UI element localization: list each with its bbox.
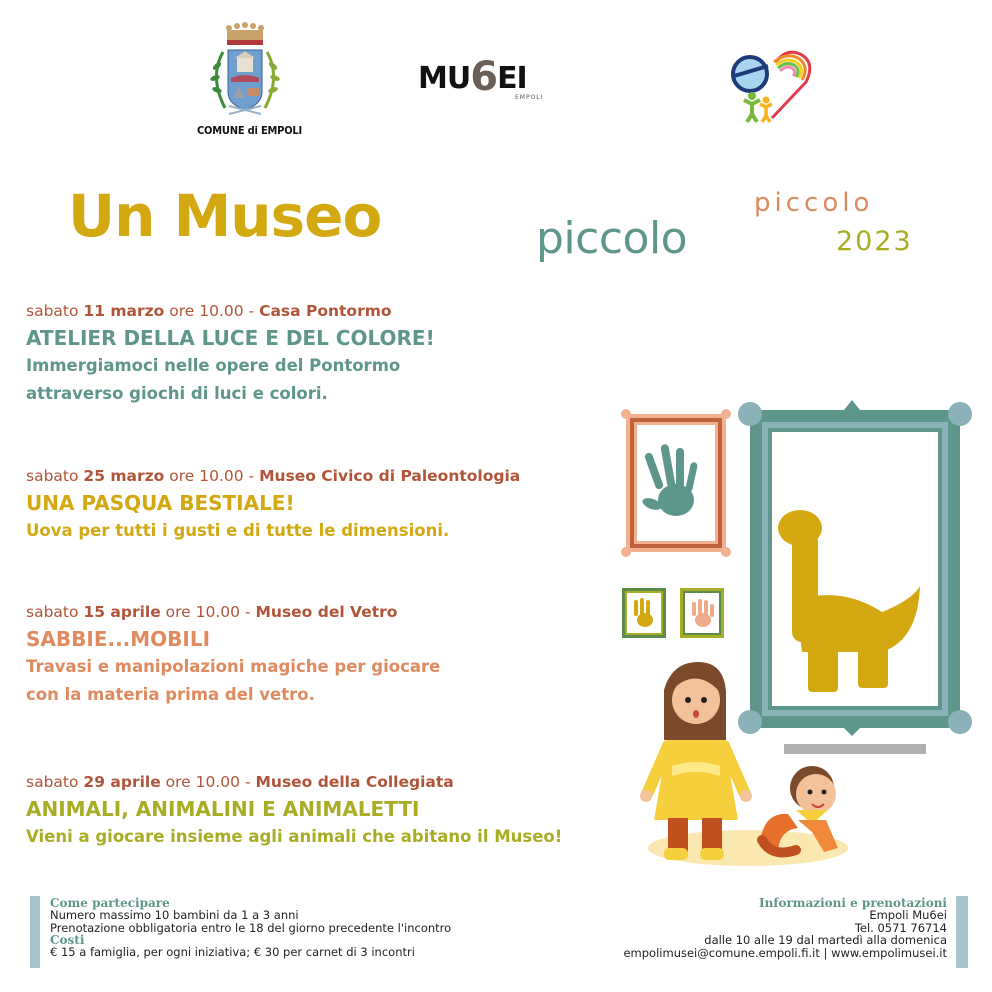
- event-1-dateline: [26, 302, 435, 320]
- footer-line: Empoli Mu6ei: [869, 908, 947, 922]
- title-main: Un Museo: [68, 182, 382, 250]
- footer-line: € 15 a famiglia, per ogni iniziativa; € 30 per carnet di 3 incontri: [50, 945, 415, 959]
- footer-heading-participate: Come partecipare: [50, 896, 170, 910]
- footer-contact-line: [623, 947, 947, 960]
- tiny-frame-1: [622, 588, 666, 638]
- plaque: [784, 744, 926, 754]
- event-3-desc-line-1: Travasi e manipolazioni magiche per giocare: [26, 657, 441, 676]
- event-3: [26, 603, 440, 709]
- event-1-desc-line-1: Immergiamoci nelle opere del Pontormo: [26, 356, 401, 375]
- footer-line: Prenotazione obbligatoria entro le 18 del giorno precedente l'incontro: [50, 920, 452, 935]
- title-piccolo-small: piccolo: [754, 188, 874, 218]
- family-heart-rainbow-icon: [728, 48, 812, 124]
- footer-right: [623, 897, 947, 959]
- event-venue: Museo Civico di Paleontologia: [259, 467, 521, 485]
- footer-left-bar: [30, 896, 40, 968]
- mu6ei-sub: EMPOLI: [515, 94, 544, 101]
- event-3-dateline: [26, 603, 440, 621]
- comune-label: COMUNE di EMPOLI: [197, 124, 303, 137]
- event-time: ore 10.00 -: [165, 773, 251, 791]
- event-date: 11 marzo: [83, 302, 165, 320]
- tiny-frame-2: [680, 588, 724, 638]
- event-time: ore 10.00 -: [169, 302, 255, 320]
- event-venue: Museo della Collegiata: [255, 773, 454, 791]
- event-4-title: ANIMALI, ANIMALINI E ANIMALETTI: [26, 797, 420, 821]
- footer-line: Tel. 0571 76714: [854, 920, 947, 935]
- event-date: 15 aprile: [83, 603, 161, 621]
- event-4: [26, 773, 562, 851]
- event-3-desc-line-2: con la materia prima del vetro.: [26, 685, 315, 704]
- title-piccolo-large: piccolo: [536, 213, 688, 264]
- footer-heading-costs: Costi: [50, 933, 85, 947]
- event-date: 25 marzo: [83, 467, 165, 485]
- family-logo: [728, 48, 812, 128]
- event-time: ore 10.00 -: [165, 603, 251, 621]
- footer-line: dalle 10 alle 19 dal martedì alla domenica: [704, 933, 947, 947]
- event-4-desc-line-1: Vieni a giocare insieme agli animali che abitano il Museo!: [26, 827, 563, 846]
- event-4-dateline: [26, 773, 562, 791]
- dinosaur-frame: [738, 400, 972, 736]
- event-day: sabato: [26, 302, 79, 320]
- event-1: [26, 302, 435, 408]
- email-link[interactable]: empolimusei@comune.empoli.fi.it: [623, 945, 820, 960]
- footer-right-bar: [956, 896, 968, 968]
- event-date: 29 aprile: [83, 773, 161, 791]
- event-day: sabato: [26, 467, 79, 485]
- event-2-title: UNA PASQUA BESTIALE!: [26, 491, 295, 515]
- mu6ei-six: 6: [470, 54, 498, 100]
- event-2-desc-line-1: Uova per tutti i gusti e di tutte le dimensioni.: [26, 521, 450, 540]
- event-3-title: SABBIE...MOBILI: [26, 627, 211, 651]
- mu6ei-logo: [418, 52, 544, 101]
- footer-left: [50, 897, 451, 959]
- title-year: 2023: [836, 226, 913, 257]
- footer-line: Numero massimo 10 bambini da 1 a 3 anni: [50, 908, 299, 922]
- event-1-title: ATELIER DELLA LUCE E DEL COLORE!: [26, 326, 435, 350]
- comune-logo: [195, 22, 303, 142]
- separator: |: [823, 945, 828, 960]
- event-1-desc-line-2: attraverso giochi di luci e colori.: [26, 384, 328, 403]
- event-time: ore 10.00 -: [169, 467, 255, 485]
- event-venue: Casa Pontormo: [259, 302, 392, 320]
- event-day: sabato: [26, 603, 79, 621]
- handprint-frame: [621, 409, 731, 557]
- mu6ei-suffix: EI: [497, 61, 527, 96]
- website-link[interactable]: www.empolimusei.it: [831, 945, 947, 960]
- coat-of-arms-icon: [195, 22, 295, 122]
- event-2-dateline: [26, 467, 520, 485]
- illustration: [612, 400, 982, 880]
- footer-heading-info: Informazioni e prenotazioni: [758, 896, 947, 910]
- event-venue: Museo del Vetro: [255, 603, 398, 621]
- event-day: sabato: [26, 773, 79, 791]
- mu6ei-prefix: MU: [418, 61, 471, 96]
- event-2: [26, 467, 520, 545]
